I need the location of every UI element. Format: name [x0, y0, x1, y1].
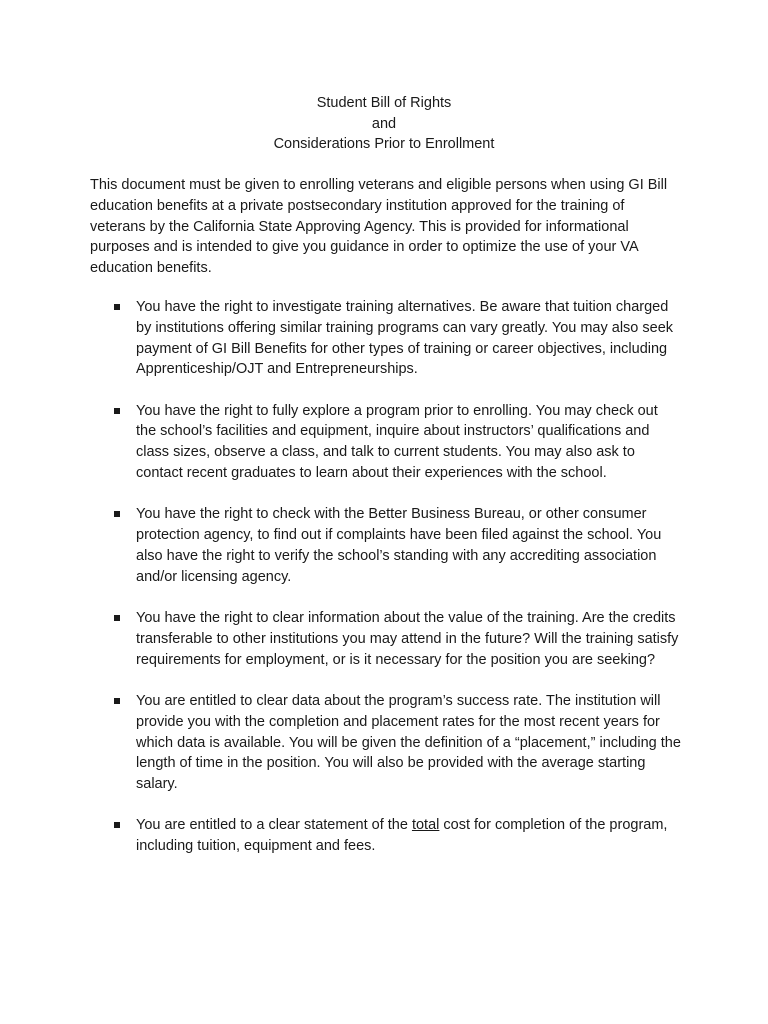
square-bullet-icon: [114, 698, 120, 704]
list-item: [0, 401, 681, 484]
square-bullet-icon: [114, 408, 120, 414]
square-bullet-icon: [114, 615, 120, 621]
square-bullet-icon: [114, 822, 120, 828]
list-item-text: You have the right to clear information about the value of the training. Are the credits transferable to other institutions you may attend in the future? Will the training satisfy requirements for employment, or is it necessary for the position you are seeking?: [136, 610, 679, 668]
title-line: and: [371, 115, 397, 132]
list-item: [0, 297, 681, 380]
square-bullet-icon: [114, 304, 120, 310]
text-segment: cost for completion of the program, including tuition, equipment and fees.: [136, 817, 668, 855]
rights-list: [0, 297, 768, 878]
list-item: [0, 691, 681, 795]
intro-paragraph: This document must be given to enrolling veterans and eligible persons when using GI Bill education benefits at a private postsecondary institution approved for the training of veterans by the California State Approving Agency. This is provided for informational purposes and is intended to give you guidance in order to optimize the use of your VA education benefits.: [90, 177, 668, 277]
list-item: [0, 504, 681, 587]
list-item-text: You have the right to investigate training alternatives. Be aware that tuition charged by institutions offering similar training programs can vary greatly. You may also seek payment of GI Bill Benefits for other types of training or career objectives, including Apprenticeship/OJT and Entrepreneurships.: [136, 299, 674, 378]
text-segment: You are entitled to a clear statement of the: [136, 817, 412, 834]
list-item-text: [136, 817, 667, 854]
list-item-text: You have the right to fully explore a program prior to enrolling. You may check out the school’s facilities and equipment, inquire about instructors’ qualifications and class sizes, observe a class, and talk to current students. You may also ask to contact recent graduates to learn about their experiences with the school.: [136, 402, 658, 482]
document-title: [0, 93, 768, 155]
title-line: Considerations Prior to Enrollment: [273, 136, 495, 152]
list-item: [0, 608, 681, 670]
list-item-text: You are entitled to clear data about the program’s success rate. The institution will provide you with the completion and placement rates for the most recent years for which data is available. You will be given the definition of a “placement,” including the length of time in the position. You will also be provided with the average starting salary.: [136, 692, 681, 793]
square-bullet-icon: [114, 511, 120, 517]
title-line: Student Bill of Rights: [316, 95, 452, 111]
list-item: [0, 815, 681, 857]
list-item-text: You have the right to check with the Better Business Bureau, or other consumer protection agency, to find out if complaints have been filed against the school. You also have the right to verify the school’s standing with any accrediting association and/or licensing agency.: [136, 506, 662, 585]
underlined-text: total: [411, 817, 440, 834]
